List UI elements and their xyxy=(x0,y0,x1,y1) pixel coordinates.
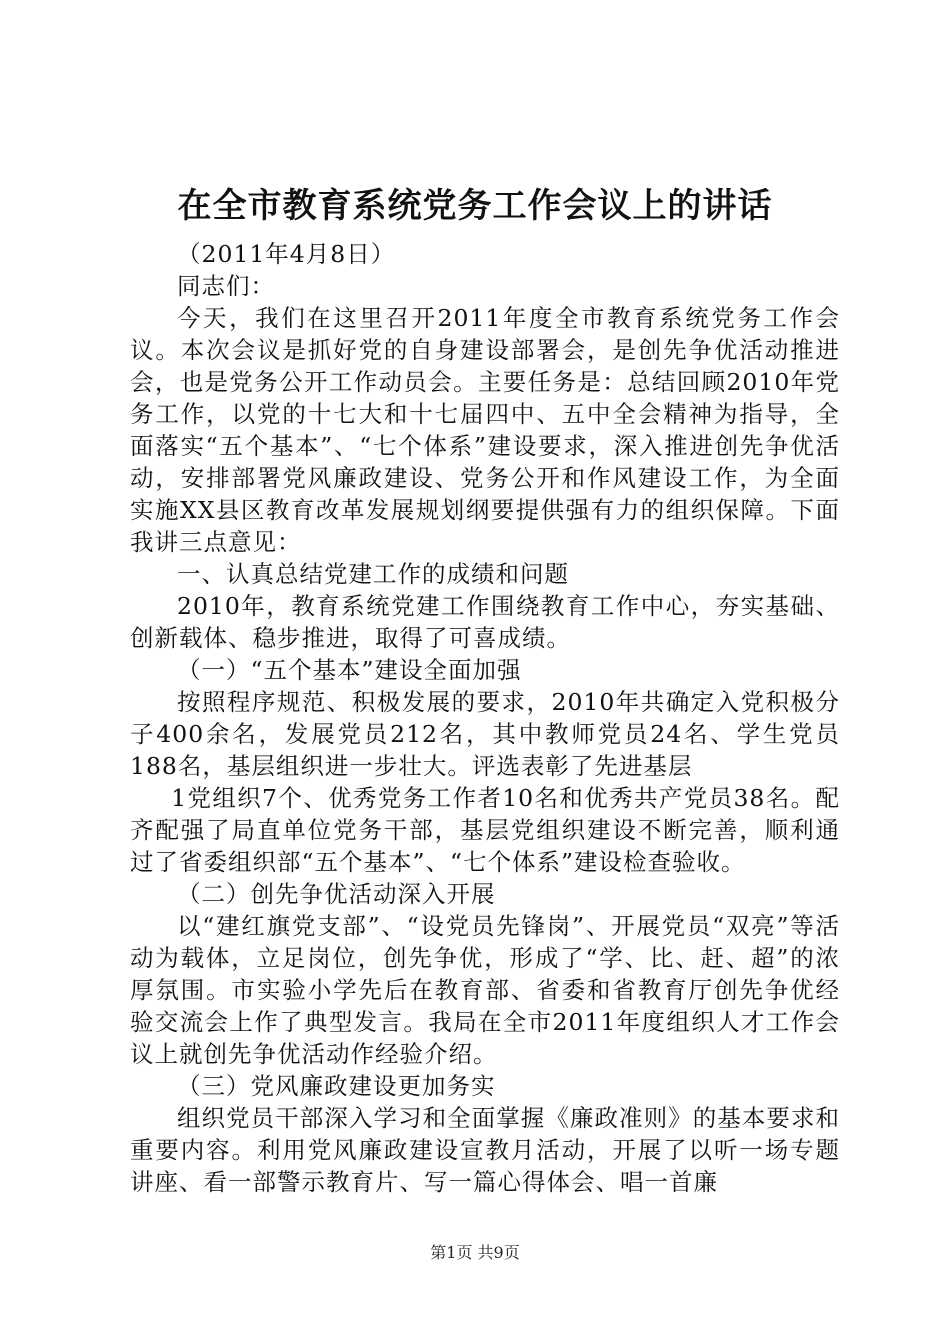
subsection-heading: （三）党风廉政建设更加务实 xyxy=(177,1072,496,1100)
date-line: （2011年4月8日） xyxy=(177,240,396,268)
paragraph: 以“建红旗党支部”、“设党员先锋岗”、开展党员“双亮”等活动为载体，立足岗位，创先争优，形成了“学、比、赶、超”的浓厚氛围。市实验小学先后在教育部、省委和省教育厅创先争优经验交流会上作了典型发言。我局在全市2011年度组织人才工作会议上就创先争优活动作经验介绍。 xyxy=(130,912,840,1068)
paragraph: 今天，我们在这里召开2011年度全市教育系统党务工作会议。本次会议是抓好党的自身建设部署会，是创先争优活动推进会，也是党务公开工作动员会。主要任务是：总结回顾2010年党务工作，以党的十七大和十七届四中、五中全会精神为指导，全面落实“五个基本”、“七个体系”建设要求，深入推进创先争优活动，安排部署党风廉政建设、党务公开和作风建设工作，为全面实施XX县区教育改革发展规划纲要提供强有力的组织保障。下面我讲三点意见： xyxy=(130,304,840,556)
paragraph: 组织党员干部深入学习和全面掌握《廉政准则》的基本要求和重要内容。利用党风廉政建设宣教月活动，开展了以听一场专题讲座、看一部警示教育片、写一篇心得体会、唱一首廉 xyxy=(130,1104,840,1196)
subsection-heading: （一）“五个基本”建设全面加强 xyxy=(177,656,522,684)
paragraph: 1党组织7个、优秀党务工作者10名和优秀共产党员38名。配齐配强了局直单位党务干部，基层党组织建设不断完善，顺利通过了省委组织部“五个基本”、“七个体系”建设检查验收。 xyxy=(130,784,840,876)
subsection-heading: （二）创先争优活动深入开展 xyxy=(177,880,496,908)
document-title: 在全市教育系统党务工作会议上的讲话 xyxy=(177,186,773,226)
document-body xyxy=(130,238,840,1198)
salutation: 同志们： xyxy=(177,272,275,300)
page-footer: 第1页 共9页 xyxy=(430,1243,520,1262)
paragraph: 按照程序规范、积极发展的要求，2010年共确定入党积极分子400余名，发展党员212名，其中教师党员24名、学生党员188名，基层组织进一步壮大。评选表彰了先进基层 xyxy=(130,688,840,780)
paragraph: 2010年，教育系统党建工作围绕教育工作中心，夯实基础、创新载体、稳步推进，取得了可喜成绩。 xyxy=(130,592,840,652)
section-heading: 一、认真总结党建工作的成绩和问题 xyxy=(177,560,569,588)
